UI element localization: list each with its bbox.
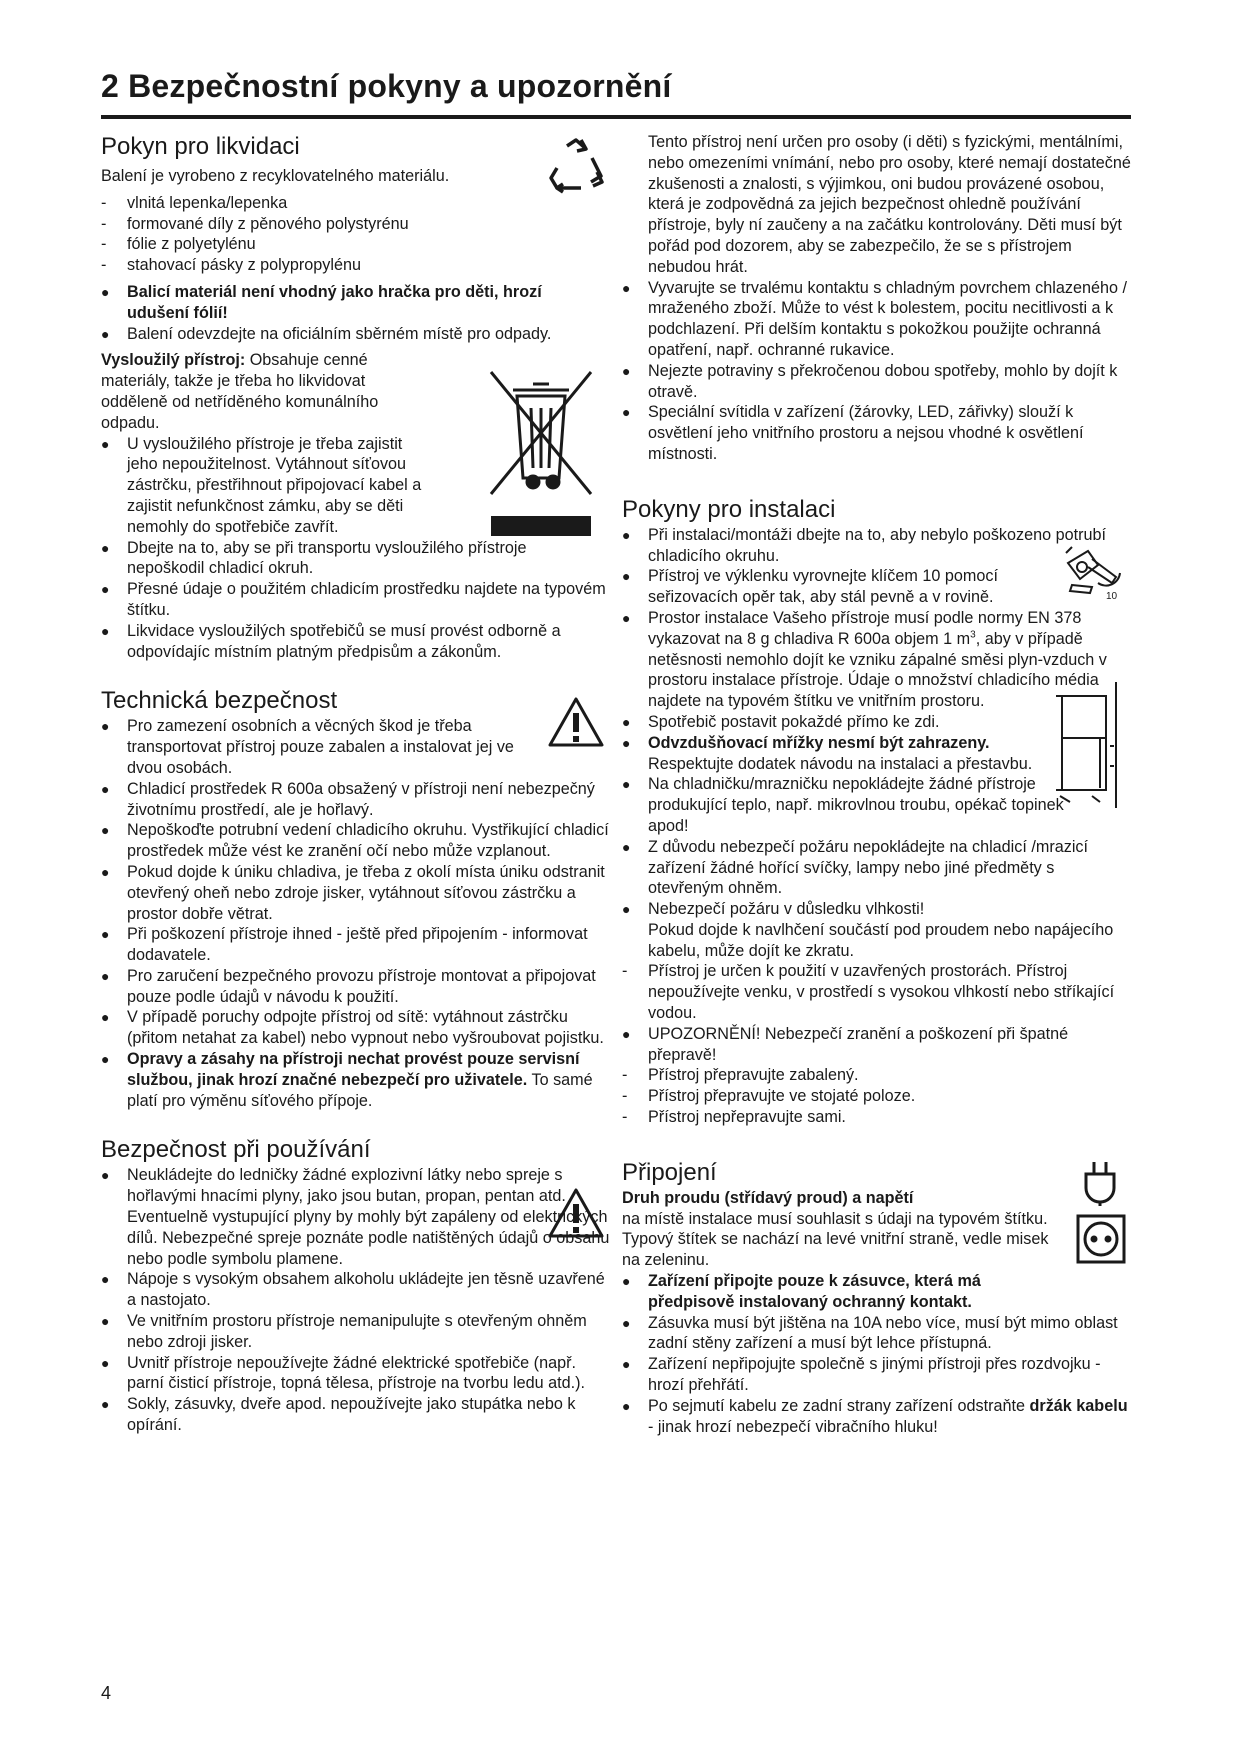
install-dash-item: - Přístroj je určen k použití v uzavřených prostorách. Přístroj nepoužívejte venku, v prostředí s vysokou vlhkostí nebo stříkající vodou. xyxy=(622,961,1132,1023)
vents-bold: Odvzdušňovací mřížky nesmí být zahrazeny. xyxy=(648,733,990,752)
disposal-item: ● Dbejte na to, aby se při transportu vysloužilého přístroje nepoškodil chladicí okruh. xyxy=(101,538,547,580)
norm-text-b: , aby v případě netěsnosti nemohlo dojít ke vzniku zápalné směsi plyn-vzduch v prostoru instalace přístroje. Údaje o množství chladicího média najdete na typovém štítku ve vnitřním prostoru. xyxy=(648,629,1107,711)
title-rule xyxy=(101,115,1131,119)
material-item: - vlnitá lepenka/lepenka xyxy=(101,193,541,214)
cable-text-a: Po sejmutí kabelu ze zadní strany zařízení odstraňte xyxy=(648,1396,1030,1415)
tech-item: ● V případě poruchy odpojte přístroj od sítě: vytáhnout zástrčku (přitom netahat za kabel) nebo vypnout nebo vyšroubovat pojistku. xyxy=(101,1007,611,1049)
install-item: ● Z důvodu nebezpečí požáru nepokládejte na chladicí /mrazicí zařízení žádné hořící svíčky, lampy nebo jiné předměty s otevřeným ohněm. xyxy=(622,837,1132,899)
install-item: ● Nebezpečí požáru v důsledku vlhkosti! xyxy=(622,899,1132,920)
old-appliance-body: Obsahuje cenné materiály, takže je třeba ho likvidovat odděleně od netříděného komunálního odpadu. xyxy=(101,351,379,432)
install-item: ● Spotřebič postavit pokaždé přímo ke zdi. xyxy=(622,712,1132,733)
right-column xyxy=(622,132,1132,1437)
tech-item: ● Pro zamezení osobních a věcných škod je třeba transportovat přístroj pouze zabalen a instalovat jej ve dvou osobách. xyxy=(101,716,547,778)
install-dash-item: - Přístroj přepravujte zabalený. xyxy=(622,1065,1132,1086)
norm-sup: 3 xyxy=(970,629,976,641)
transport-warning: ● UPOZORNĚNÍ! Nebezpečí zranění a poškození při špatné přepravě! xyxy=(622,1024,1132,1066)
disposal-intro: Balení je vyrobeno z recyklovatelného materiálu. xyxy=(101,167,450,185)
disposal-item: ● Balení odevzdejte na oficiálním sběrném místě pro odpady. xyxy=(101,324,611,345)
connection-item: ● Zařízení připojte pouze k zásuvce, která má předpisově instalovaný ochranný kontakt. xyxy=(622,1271,1068,1313)
tech-heading: Technická bezpečnost xyxy=(101,687,338,715)
usage-item: ● Nápoje s vysokým obsahem alkoholu ukládejte jen těsně uzavřené a nastojato. xyxy=(101,1269,611,1311)
svg-text:10: 10 xyxy=(1106,591,1118,602)
usage-item: ● Vyvarujte se trvalému kontaktu s chladným povrchem chlazeného / mraženého zboží. Může to vést k bolestem, pocitu necitlivosti a k podchlazení. Při delším kontaktu s pokožkou použijte ochranná opatření, např. ochranné rukavice. xyxy=(622,278,1132,361)
disposal-heading: Pokyn pro likvidaci xyxy=(101,133,300,160)
disposal-item: ● U vysloužilého přístroje je třeba zajistit jeho nepoužitelnost. Vytáhnout síťovou zástrčku, přestřihnout připojovací kabel a zajistit nefunkčnost zámku, aby se děti nemohly do spotřebiče zavřít. xyxy=(101,434,437,538)
usage-item: ● Nejezte potraviny s překročenou dobou spotřeby, mohlo by dojít k otravě. xyxy=(622,361,1132,403)
connection-heading: Připojení xyxy=(622,1158,717,1186)
norm-text-a: Prostor instalace Vašeho přístroje musí podle normy EN 378 vykazovat na 8 g chladiva R 600a objem 1 m xyxy=(648,608,1082,648)
cable-text-b: - jinak hrozí nebezpečí vibračního hluku! xyxy=(648,1417,938,1436)
connection-item: ● Zařízení nepřipojujte společně s jinými přístroji přes rozdvojku - hrozí přehřátí. xyxy=(622,1354,1132,1396)
old-appliance-text xyxy=(101,350,401,433)
material-item: - stahovací pásky z polypropylénu xyxy=(101,255,541,276)
connection-item: ● Zásuvka musí být jištěna na 10A nebo více, musí být mimo oblast zadní stěny zařízení a musí být lehce přístupná. xyxy=(622,1313,1132,1355)
moisture-text: Pokud dojde k navlhčení součástí pod proudem nebo napájecího kabelu, může dojít ke zkratu. xyxy=(648,920,1114,960)
connection-item-cable xyxy=(622,1396,1132,1438)
repairs-rest: To samé platí pro výměnu síťového přípoje. xyxy=(127,1070,593,1110)
material-item: - formované díly z pěnového polystyrénu xyxy=(101,214,541,235)
connection-intro: na místě instalace musí souhlasit s údaji na typovém štítku. Typový štítek se nachází na levé vnitřní straně, vedle misek na zeleninu. xyxy=(622,1209,1049,1270)
tech-item: ● Pokud dojde k úniku chladiva, je třeba z okolí místa úniku odstranit otevřený oheň nebo zdroje jisker, vytáhnout síťovou zástrčku a prostor dobře větrat. xyxy=(101,862,611,924)
tech-item-repairs xyxy=(101,1049,611,1111)
material-item: - fólie z polyetylénu xyxy=(101,234,541,255)
install-dash-item: - Přístroj přepravujte ve stojaté poloze. xyxy=(622,1086,1132,1107)
connection-subheading: Druh proudu (střídavý proud) a napětí xyxy=(622,1188,914,1207)
page-title: 2 Bezpečnostní pokyny a upozornění xyxy=(101,68,672,104)
vents-rest: Respektujte dodatek návodu na instalaci a přestavbu. xyxy=(648,754,1033,773)
install-item: ● Přístroj ve výklenku vyrovnejte klíčem 10 pomocí seřizovacích opěr tak, aby stál pevně a v rovině. xyxy=(622,566,1068,608)
install-heading: Pokyny pro instalaci xyxy=(622,495,836,523)
install-dash-item: - Přístroj nepřepravujte sami. xyxy=(622,1107,1132,1128)
disposal-item: ● Likvidace vysloužilých spotřebičů se musí provést odborně a odpovídajíc místním platným předpisům a zákonům. xyxy=(101,621,611,663)
cable-bold: držák kabelu xyxy=(1029,1396,1128,1415)
install-item: ● Na chladničku/mrazničku nepokládejte žádné přístroje produkující teplo, např. mikrovlnou troubu, opékač topinek apod! xyxy=(622,774,1068,836)
usage-item: ● Neukládejte do ledničky žádné explozivní látky nebo spreje s hořlavými hnacími plyny, jako jsou butan, propan, pentan atd. Eventuelně vystupující plyny by mohly být zapáleny od elektrických dílů. Nebezpečné spreje poznáte podle natištěných údajů o obsahu nebo podle symbolu plamene. xyxy=(101,1165,611,1269)
tech-item: ● Chladicí prostředek R 600a obsažený v přístroji není nebezpečný životnímu prostředí, ale je hořlavý. xyxy=(101,779,611,821)
page-number: 4 xyxy=(101,1683,112,1703)
disposal-item: ● Přesné údaje o použitém chladicím prostředku najdete na typovém štítku. xyxy=(101,579,611,621)
repairs-bold: Opravy a zásahy na přístroji nechat provést pouze servisní službou, jinak hrozí značné nebezpečí pro uživatele. xyxy=(127,1050,580,1089)
usage-item: ● Sokly, zásuvky, dveře apod. nepoužívejte jako stupátka nebo k opírání. xyxy=(101,1394,611,1436)
disposal-warning: ● Balicí materiál není vhodný jako hračka pro děti, hrozí udušení fólií! xyxy=(101,282,597,324)
install-item-vents xyxy=(622,733,1068,775)
usage-heading: Bezpečnost při používání xyxy=(101,1136,371,1164)
usage-item-continued: Tento přístroj není určen pro osoby (i děti) s fyzickými, mentálními, nebo omezeními vnímání, nebo pro osoby, které nemají dostatečné zkušenosti a znalosti, s výjimkou, oni budou provázené osobou, která je zodpovědná za jejich bezpečnost ohledně používání přístroje, byly ní zaučeny a na začátku kontrolovány. Děti musí být pořád pod dozorem, aby se zabezpečilo, že se s přístrojem nebudou hrát. xyxy=(648,133,1131,276)
tech-item: ● Nepoškoďte potrubní vedení chladicího okruhu. Vystřikující chladicí prostředek může vést ke zranění očí nebo může vzplanout. xyxy=(101,820,611,862)
old-appliance-label: Vysloužilý přístroj: xyxy=(101,351,246,370)
usage-item: ● Uvnitř přístroje nepoužívejte žádné elektrické spotřebiče (např. parní čisticí přístroje, topná tělesa, přístroje na tvorbu ledu atd.). xyxy=(101,1353,611,1395)
usage-item: ● Ve vnitřním prostoru přístroje nemanipulujte s otevřeným ohněm nebo zdroji jisker. xyxy=(101,1311,611,1353)
left-column xyxy=(101,132,611,1436)
usage-item: ● Speciální svítidla v zařízení (žárovky, LED, zářivky) slouží k osvětlení jeho vnitřního prostoru a nejsou vhodné k osvětlení místnosti. xyxy=(622,402,1132,464)
install-item-norm xyxy=(622,608,1130,712)
install-item: ● Při instalaci/montáži dbejte na to, aby nebylo poškozeno potrubí chladicího okruhu. xyxy=(622,525,1132,567)
tech-item: ● Pro zaručení bezpečného provozu přístroje montovat a připojovat pouze podle údajů v návodu k použití. xyxy=(101,966,611,1008)
tech-item: ● Při poškození přístroje ihned - ještě před připojením - informovat dodavatele. xyxy=(101,924,611,966)
